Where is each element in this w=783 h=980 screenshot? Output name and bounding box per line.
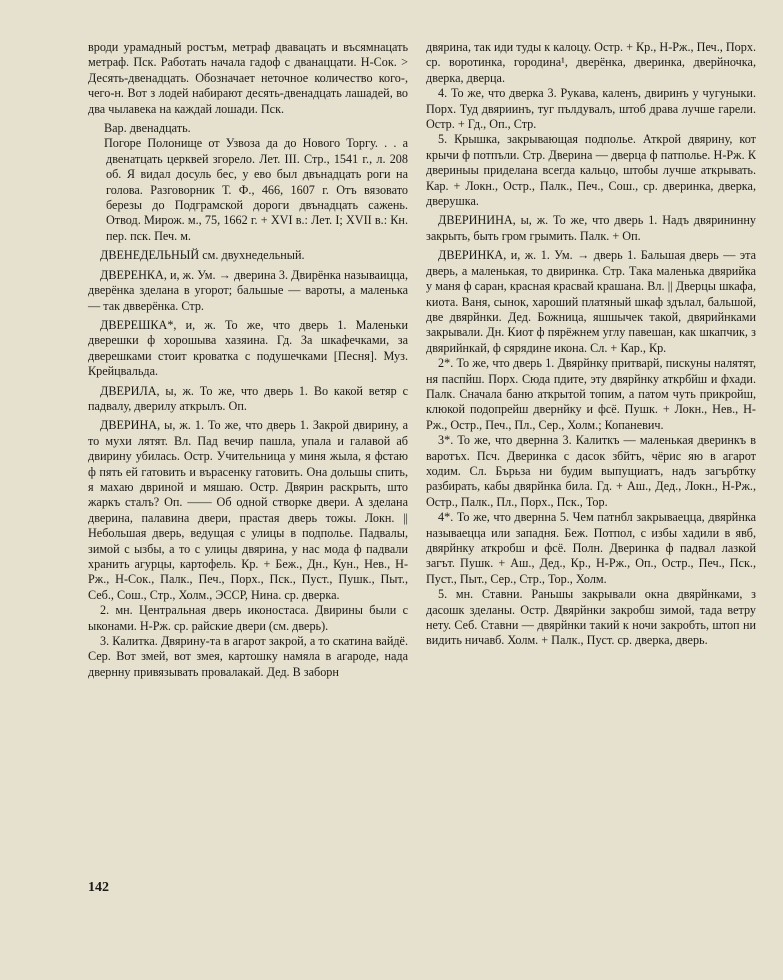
entry-dverila: ДВЕРИЛА, ы, ж. То же, что дверь 1. Во какой ветяр с падвалу, дверилу аткрылъ. Оп.: [88, 383, 408, 413]
page-number: 142: [88, 880, 109, 895]
left-column: [88, 40, 408, 680]
entry-dvenedelny: ДВЕНЕДЕЛЬНЫЙ см. двухнедельный.: [100, 248, 305, 263]
entry-dverinka: ДВЕРИНКА, и, ж. 1. Ум. → дверь 1. Бальшая дверь — эта дверь, а маленькая, то двиринка. Стр. Така маленька двярийка у маня ф саран, красная красвай крашана. Вл. || Дверцы шкафа, киота. Ваня, сынок, хароший платяный шкаф здълал, бальшой, две двярйнки. Дед. Божница, яшшычек такой, двярийнками закрывали. Дн. Киот ф пярёжнем углу павешан, как шкапчик, з двярийнкай, ф сярядине икона. Сл. + Кар., Кр.: [426, 248, 756, 355]
historical-citations: Погоре Полонище от Узвоза да до Нового Торгу. . . а двенатцать церквей згорело. Лет. III. Стр., 1541 г., л. 208 об. Я видал досуль бес, у ево был двънадцать роги на голова. Разговорник Т. Ф., 466, 1607 г. Отъ вязовато березы до Подграмской дороги двънадцать сажень. Отвод. Мирож. м., 75, 1662 г. + XVI в.: Лет. I; XVII в.: Кн. пер. пск. Печ. м.: [104, 136, 408, 243]
entry-dverinina: ДВЕРИНИНА, ы, ж. То же, что дверь 1. Надъ двярининну закрыть, быть гром грымить. Палк. + Оп.: [426, 213, 756, 243]
entry-dverina: ДВЕРИНА, ы, ж. 1. То же, что дверь 1. Закрой двирину, а то мухи лятят. Вл. Пад вечир пашла, упала и галавой аб двирину убилась. Остр. Учительница у миня жыла, я фстаю ф пять ей гатовить и върасенку гатовить. Она дольшы спить, я махаю двриной и мяшаю. Остр. Двярин раскрыть, што жаркъ сталъ? Оп. —— Об одной створке двери. А зделана дверина, палавина двери, прастая дверь тожы. Локн. || Небольшая дверь, ведущая с улицы в подполье. Падвалы, зимой с ызбы, а то с улицы двярина, у нас мода ф падвали хранить агурцы, картофель. Кр. + Беж., Дн., Кун., Нев., Н-Рж., Н-Сок., Палк., Печ., Порх., Пск., Пуст., Пушк., Пыт., Себ., Сош., Стр., Холм., ЭССР, Нина. ср. дверка.: [88, 418, 408, 602]
entry-dverinka-sense-2: 2*. То же, что дверь 1. Двярйнку притварй, пискуны налятят, ня паспйш. Порх. Сюда пдите, эту двярйнку аткрбйш и фхади. Палк. Сначала баню аткрытой топим, а патом чуть прикройш, клюкой подопрейш двернйку и фсё. Пушк. + Локн., Нев., Н-Рж., Остр., Печ., Пл., Сер., Холм.; Копаневич.: [426, 356, 756, 432]
entry-dvereshka: ДВЕРЕШКА*, и, ж. То же, что дверь 1. Маленьки дверешки ф хорошыва хазяина. Гд. За шкафечками, за дверешками стоит кроватка с подушечками [Песня]. Муз. Крейцвальда.: [88, 317, 408, 379]
entry-continuation: вроди урамадный ростъм, метраф двавацать и въсямнацать метраф. Пск. Работать начала гадоф с дванаццати. Н-Сок. > Десять-двенадцать. Обозначает неточное количество кого-, чего-н. Вот з лодей набирают десять-двенадцать лашадей, во два чылавека на каждай лошади. Пск.: [88, 40, 408, 116]
entry-dverina-sense-3: 3. Калитка. Двярину-та в агарот закрой, а то скатина вайдё. Сер. Вот змей, вот змея, картошку намяла в агароде, нада двернну привязывать провалакай. Дед. В заборн: [88, 634, 408, 679]
entry-dverenka: ДВЕРЕНКА, и, ж. Ум. → дверина 3. Двирёнка называицца, дверёнка зделана в угорот; бальшые — вароты, а маленька — так двверёнка. Стр.: [88, 267, 408, 313]
entry-dverinka-sense-3: 3*. То же, что двернна 3. Калиткъ — маленькая дверинкъ в варотъх. Псч. Дверинка с дасок збйтъ, чёрис яю в агарот ходим. Сл. Бърьза ни будим выпущиатъ, надъ загърбтку разбирать, кабы двярйнка била. Гд. + Аш., Дед., Локн., Н-Рж., Остр., Палк., Пл., Порх., Пск., Тор.: [426, 433, 756, 509]
right-column: [426, 40, 756, 649]
variant-line: Вар. двенадцать.: [104, 121, 191, 136]
entry-dverinka-sense-4: 4*. То же, что двернна 5. Чем патнбл закрываецца, двярйнка называецца или западня. Беж. Потпол, с избы хадили в явб, двярйнку аткробш и фсё. Полн. Дверинка ф падвал лазкой загът. Пушк. + Аш., Дед., Кр., Н-Рж., Оп., Остр., Печ., Пск., Пуст., Пыт., Сер., Стр., Тор., Холм.: [426, 510, 756, 586]
entry-continuation-right: двярина, так иди туды к калоцу. Остр. + Кр., Н-Рж., Печ., Порх. ср. воротинка, городина¹, дверёнка, дверинка, дверйночка, дверка, дверца.: [426, 40, 756, 85]
entry-dverina-sense-2: 2. мн. Центральная дверь иконостаса. Двирины были с ыконами. Н-Рж. ср. райские двери (см. дверь).: [88, 603, 408, 633]
entry-dverina-sense-5: 5. Крышка, закрывающая подполье. Аткрой двярину, кот крычи ф потпъли. Стр. Дверина — дверца ф патполье. Н-Рж. К двериныы приделана всегда кальцо, штобы лучше аткрывать. Кар. + Локн., Остр., Палк., Печ., Сош., ср. дверинка, дверка, дверушка.: [426, 132, 756, 209]
entry-dverinka-sense-5: 5. мн. Ставни. Раньшы закрывали окна двярйнками, з дасошк зделаны. Остр. Двярйнки закробш зимой, тада ветру нету. Себ. Ставни — двярйнки такий к ночи закробть, штоп ни видить ничавб. Холм. + Палк., Пуст. ср. дверка, дверь.: [426, 587, 756, 648]
entry-dverina-sense-4: 4. То же, что дверка 3. Рукава, каленъ, двиринъ у чугуныки. Порх. Туд двяриинъ, туг пълдувалъ, штоб драва лучше гарели. Остр. + Гд., Оп., Стр.: [426, 86, 756, 132]
